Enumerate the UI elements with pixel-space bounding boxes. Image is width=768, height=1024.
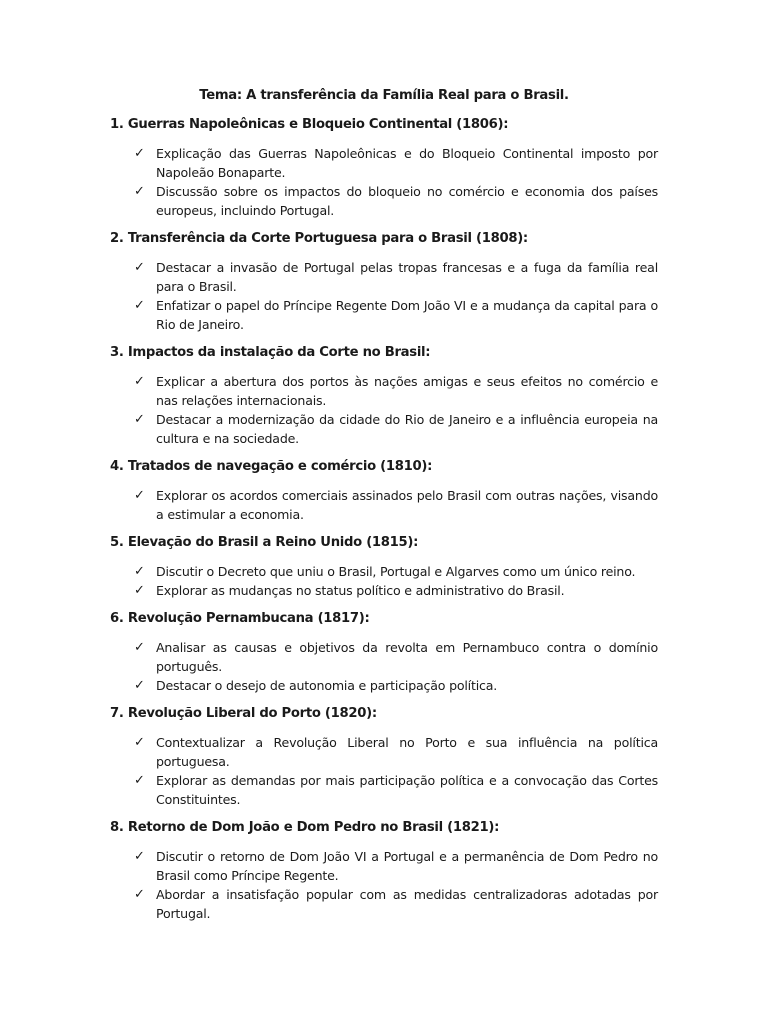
list-item-text: Destacar o desejo de autonomia e participação política.: [156, 678, 498, 693]
document-body: [110, 115, 658, 932]
list-item-text: Discutir o retorno de Dom João VI a Portugal e a permanência de Dom Pedro no Brasil como Príncipe Regente.: [156, 849, 658, 883]
list-item-text: Discutir o Decreto que uniu o Brasil, Portugal e Algarves como um único reino.: [156, 564, 636, 579]
list-item: [110, 258, 658, 296]
list-item: [110, 581, 658, 600]
list-item: [110, 144, 658, 182]
list-item-text: Explorar as demandas por mais participação política e a convocação das Cortes Constituintes.: [156, 773, 658, 807]
bullet-list: [110, 144, 658, 220]
list-item: [110, 372, 658, 410]
list-item: [110, 847, 658, 885]
check-mark-icon: ✓: [134, 773, 145, 788]
list-item: [110, 296, 658, 334]
check-mark-icon: ✓: [134, 184, 145, 199]
section-heading: 6. Revolução Pernambucana (1817):: [110, 611, 370, 626]
check-mark-icon: ✓: [134, 640, 145, 655]
section-heading: 3. Impactos da instalação da Corte no Brasil:: [110, 345, 431, 360]
check-mark-icon: ✓: [134, 735, 145, 750]
list-item-text: Enfatizar o papel do Príncipe Regente Dom João VI e a mudança da capital para o Rio de Janeiro.: [156, 298, 658, 332]
check-mark-icon: ✓: [134, 583, 145, 598]
list-item-text: Abordar a insatisfação popular com as medidas centralizadoras adotadas por Portugal.: [156, 887, 658, 921]
section-heading: 8. Retorno de Dom João e Dom Pedro no Brasil (1821):: [110, 820, 500, 835]
check-mark-icon: ✓: [134, 260, 145, 275]
check-mark-icon: ✓: [134, 412, 145, 427]
list-item-text: Discussão sobre os impactos do bloqueio no comércio e economia dos países europeus, incluindo Portugal.: [156, 184, 658, 218]
bullet-list: [110, 486, 658, 524]
section-heading: 1. Guerras Napoleônicas e Bloqueio Continental (1806):: [110, 117, 509, 132]
check-mark-icon: ✓: [134, 678, 145, 693]
section-5: [110, 533, 658, 600]
list-item-text: Explicação das Guerras Napoleônicas e do Bloqueio Continental imposto por Napoleão Bonaparte.: [156, 146, 658, 180]
section-8: [110, 818, 658, 923]
section-heading: 5. Elevação do Brasil a Reino Unido (1815):: [110, 535, 419, 550]
list-item: [110, 638, 658, 676]
document-title: Tema: A transferência da Família Real para o Brasil.: [199, 88, 569, 103]
section-3: [110, 343, 658, 448]
section-1: [110, 115, 658, 220]
list-item: [110, 733, 658, 771]
list-item-text: Destacar a invasão de Portugal pelas tropas francesas e a fuga da família real para o Brasil.: [156, 260, 658, 294]
bullet-list: [110, 847, 658, 923]
list-item: [110, 486, 658, 524]
list-item: [110, 676, 658, 695]
bullet-list: [110, 733, 658, 809]
list-item: [110, 771, 658, 809]
check-mark-icon: ✓: [134, 146, 145, 161]
bullet-list: [110, 638, 658, 695]
bullet-list: [110, 372, 658, 448]
check-mark-icon: ✓: [134, 374, 145, 389]
list-item: [110, 885, 658, 923]
list-item-text: Explorar os acordos comerciais assinados pelo Brasil com outras nações, visando a estimular a economia.: [156, 488, 658, 522]
section-heading: 2. Transferência da Corte Portuguesa para o Brasil (1808):: [110, 231, 528, 246]
bullet-list: [110, 258, 658, 334]
list-item-text: Destacar a modernização da cidade do Rio de Janeiro e a influência europeia na cultura e na sociedade.: [156, 412, 658, 446]
section-7: [110, 704, 658, 809]
bullet-list: [110, 562, 658, 600]
check-mark-icon: ✓: [134, 887, 145, 902]
check-mark-icon: ✓: [134, 564, 145, 579]
section-6: [110, 609, 658, 695]
list-item: [110, 562, 658, 581]
check-mark-icon: ✓: [134, 488, 145, 503]
section-heading: 4. Tratados de navegação e comércio (1810):: [110, 459, 433, 474]
list-item-text: Explorar as mudanças no status político e administrativo do Brasil.: [156, 583, 565, 598]
check-mark-icon: ✓: [134, 298, 145, 313]
section-heading: 7. Revolução Liberal do Porto (1820):: [110, 706, 377, 721]
section-2: [110, 229, 658, 334]
list-item-text: Analisar as causas e objetivos da revolta em Pernambuco contra o domínio português.: [156, 640, 658, 674]
check-mark-icon: ✓: [134, 849, 145, 864]
list-item-text: Explicar a abertura dos portos às nações amigas e seus efeitos no comércio e nas relações internacionais.: [156, 374, 658, 408]
section-4: [110, 457, 658, 524]
list-item-text: Contextualizar a Revolução Liberal no Porto e sua influência na política portuguesa.: [156, 735, 658, 769]
list-item: [110, 410, 658, 448]
list-item: [110, 182, 658, 220]
